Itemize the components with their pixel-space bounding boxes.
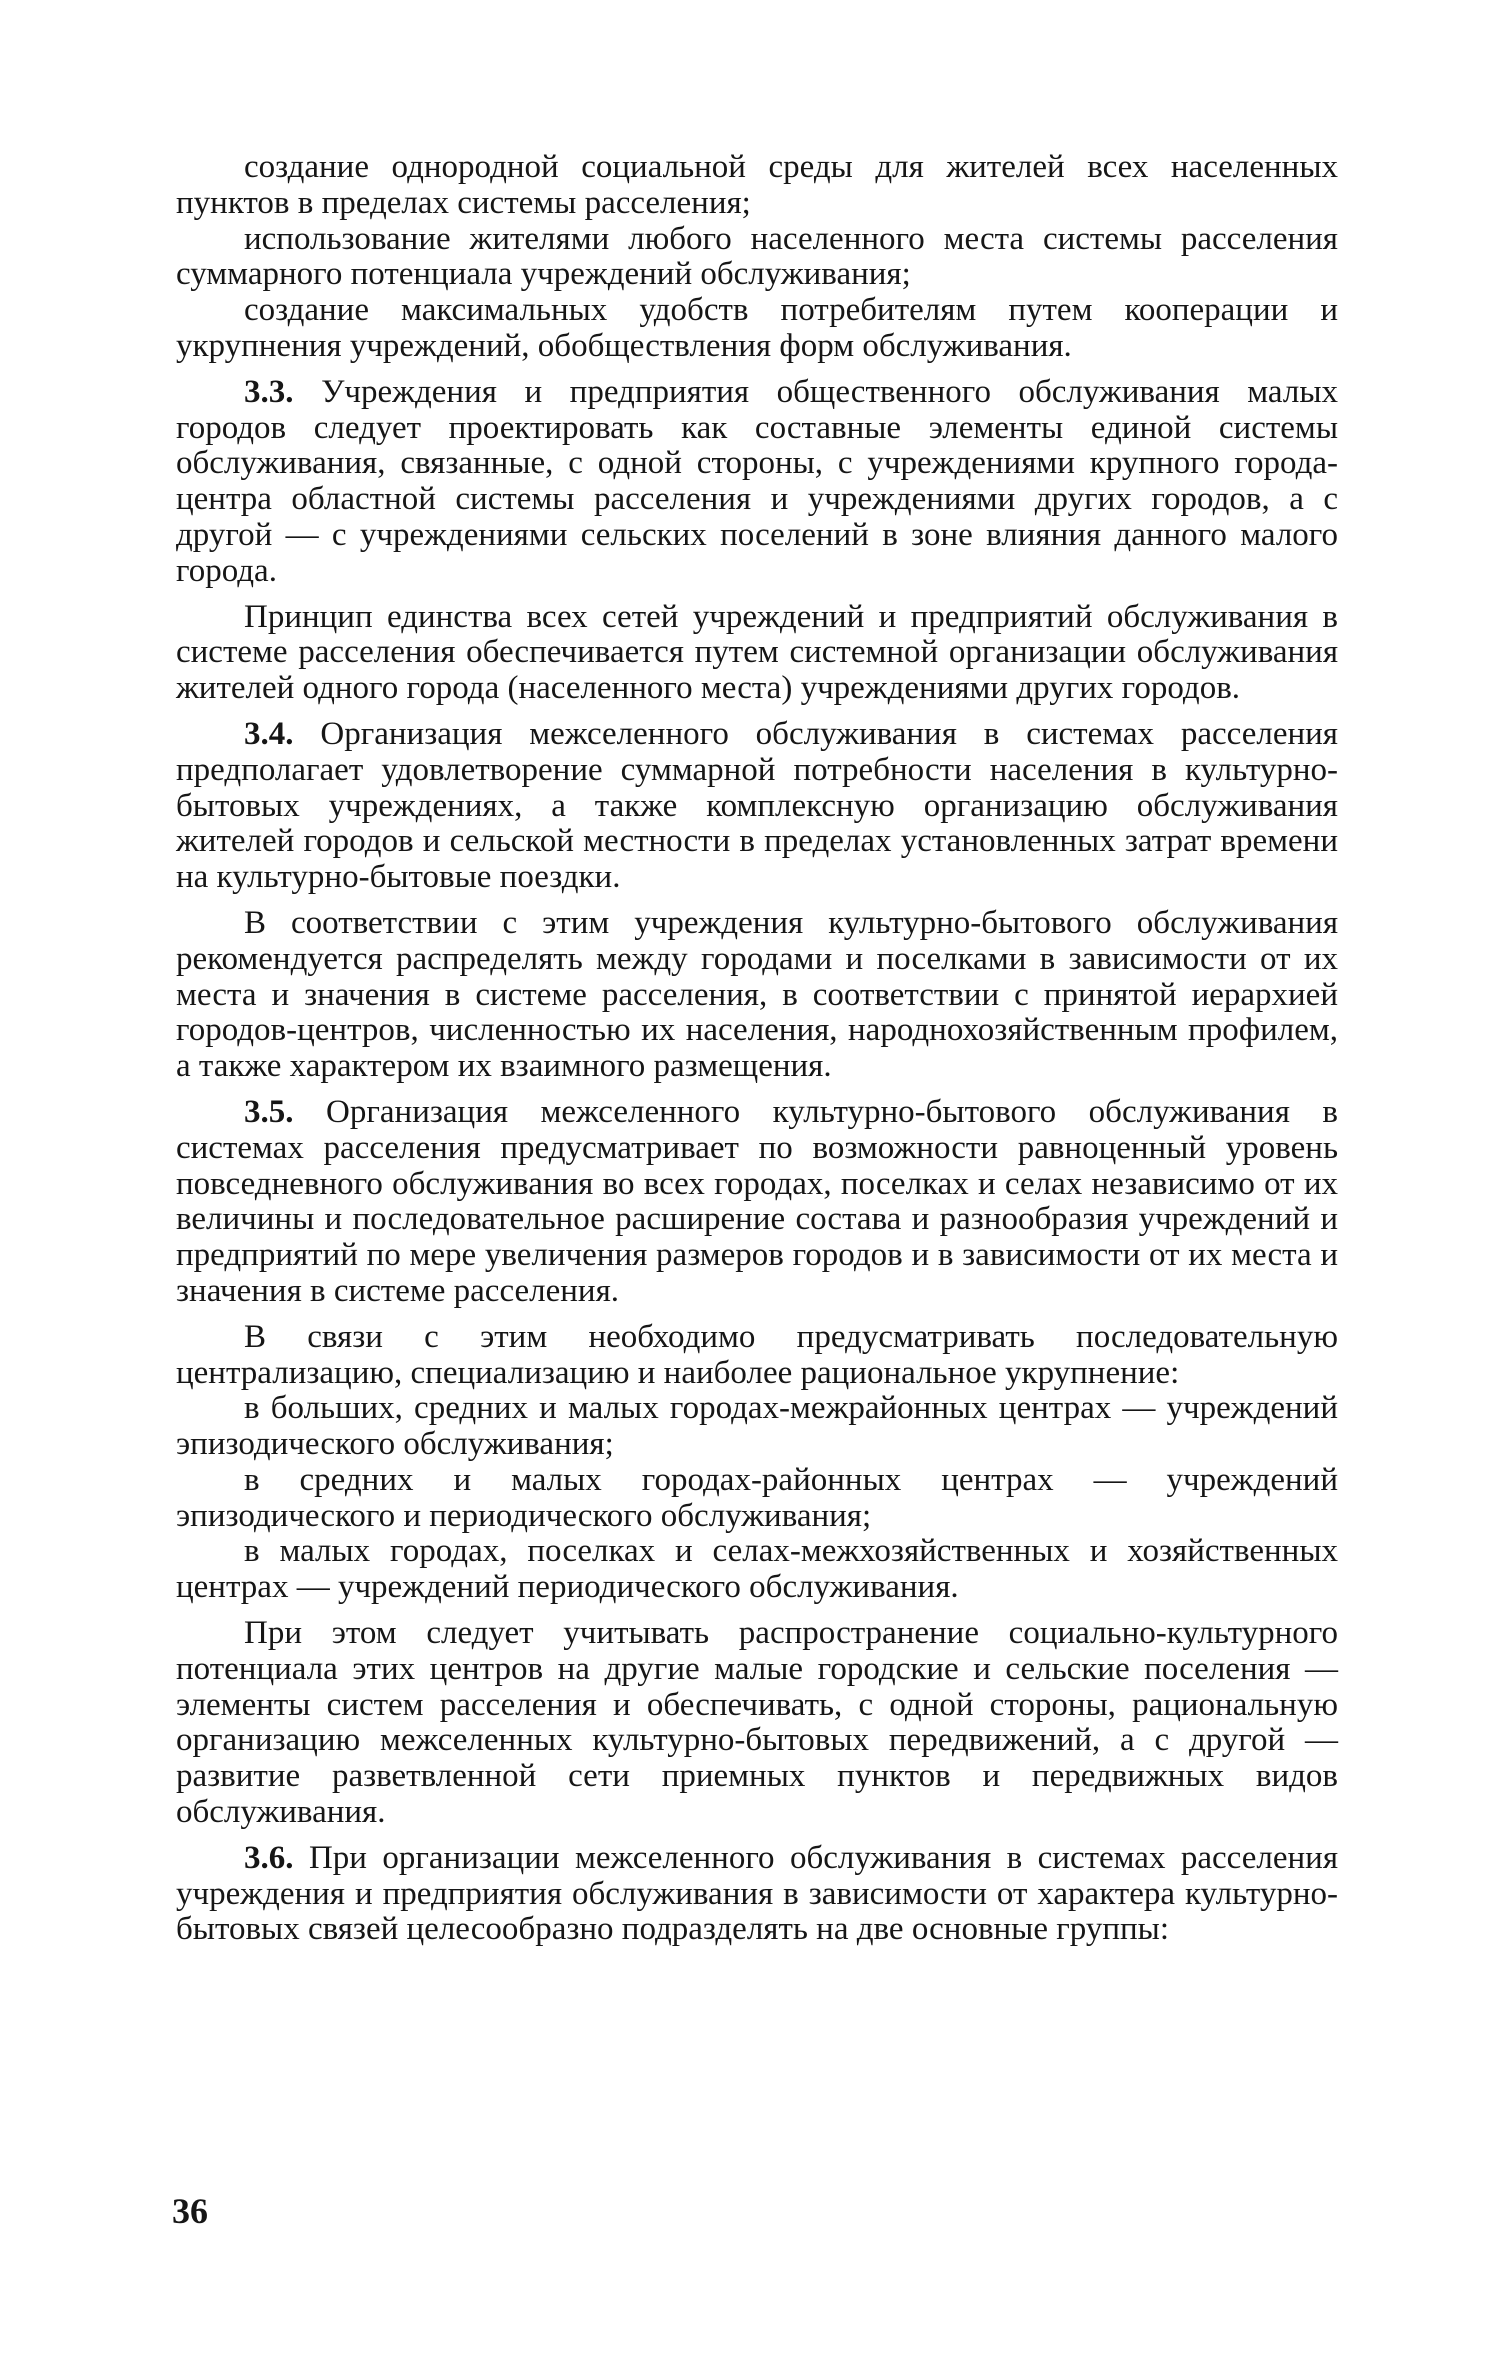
paragraph-text: в больших, средних и малых городах-межрайонных центрах — учреждений эпизодического обслуживания;: [176, 1390, 1338, 1463]
paragraph: [176, 1095, 1338, 1310]
paragraph: [176, 1463, 1338, 1535]
paragraph: [176, 717, 1338, 896]
paragraph-text: В соответствии с этим учреждения культурно-бытового обслуживания рекомендуется распределять между городами и поселками в зависимости от их места и значения в системе расселения, в соответствии с принятой иерархией городов-центров, численностью их населения, народнохозяйственным профилем, а также характером их взаимного размещения.: [176, 904, 1338, 1085]
paragraph: [176, 1534, 1338, 1606]
paragraph: [176, 600, 1338, 707]
paragraph-text: При этом следует учитывать распространение социально-культурного потенциала этих центров на другие малые городские и сельские поселения — элементы систем расселения и обеспечивать, с одной стороны, рациональную организацию межселенных культурно-бытовых передвижений, а с другой — развитие разветвленной сети приемных пунктов и передвижных видов обслуживания.: [176, 1615, 1338, 1831]
paragraph: [176, 150, 1338, 222]
clause-number: 3.4.: [244, 715, 294, 752]
paragraph-text: использование жителями любого населенного места системы расселения суммарного потенциала учреждений обслуживания;: [176, 220, 1338, 293]
paragraph-text: Учреждения и предприятия общественного обслуживания малых городов следует проектировать как составные элементы единой системы обслуживания, связанные, с одной стороны, с учреждениями крупного города-центра областной системы расселения и учреждениями других городов, а с другой — с учреждениями сельских поселений в зоне влияния данного малого города.: [176, 373, 1338, 589]
paragraph: [176, 222, 1338, 294]
paragraph: [176, 1391, 1338, 1463]
paragraph-text: создание максимальных удобств потребителям путем кооперации и укрупнения учреждений, обобществления форм обслуживания.: [176, 292, 1338, 364]
paragraph: [176, 375, 1338, 590]
paragraph-text: создание однородной социальной среды для жителей всех населенных пунктов в пределах системы расселения;: [176, 149, 1338, 221]
clause-number: 3.6.: [244, 1839, 294, 1876]
clause-number: 3.3.: [244, 373, 294, 410]
paragraph: [176, 906, 1338, 1085]
paragraph-text: В связи с этим необходимо предусматривать последовательную централизацию, специализацию и наиболее рациональное укрупнение:: [176, 1318, 1338, 1391]
body-text: [176, 150, 1338, 1948]
paragraph: [176, 1320, 1338, 1392]
paragraph-text: Организация межселенного культурно-бытового обслуживания в системах расселения предусматривает по возможности равноценный уровень повседневного обслуживания во всех городах, поселках и селах независимо от их величины и последовательное расширение состава и разнообразия учреждений и предприятий по мере увеличения размеров городов и в зависимости от их места и значения в системе расселения.: [176, 1093, 1338, 1309]
paragraph: [176, 1616, 1338, 1831]
paragraph: [176, 1841, 1338, 1948]
paragraph-text: Организация межселенного обслуживания в системах расселения предполагает удовлетворение суммарной потребности населения в культурно-бытовых учреждениях, а также комплексную организацию обслуживания жителей городов и сельской местности в пределах установленных затрат времени на культурно-бытовые поездки.: [176, 715, 1338, 896]
paragraph-text: При организации межселенного обслуживания в системах расселения учреждения и предприятия обслуживания в зависимости от характера культурно-бытовых связей целесообразно подразделять на две основные группы:: [176, 1839, 1338, 1948]
paragraph-text: Принцип единства всех сетей учреждений и предприятий обслуживания в системе расселения обеспечивается путем системной организации обслуживания жителей одного города (населенного места) учреждениями других городов.: [176, 598, 1338, 707]
paragraph-text: в малых городах, поселках и селах-межхозяйственных и хозяйственных центрах — учреждений периодического обслуживания.: [176, 1533, 1338, 1606]
paragraph-text: в средних и малых городах-районных центрах — учреждений эпизодического и периодического обслуживания;: [176, 1461, 1338, 1534]
paragraph: [176, 293, 1338, 365]
clause-number: 3.5.: [244, 1093, 294, 1130]
page-number: 36: [172, 2191, 208, 2231]
